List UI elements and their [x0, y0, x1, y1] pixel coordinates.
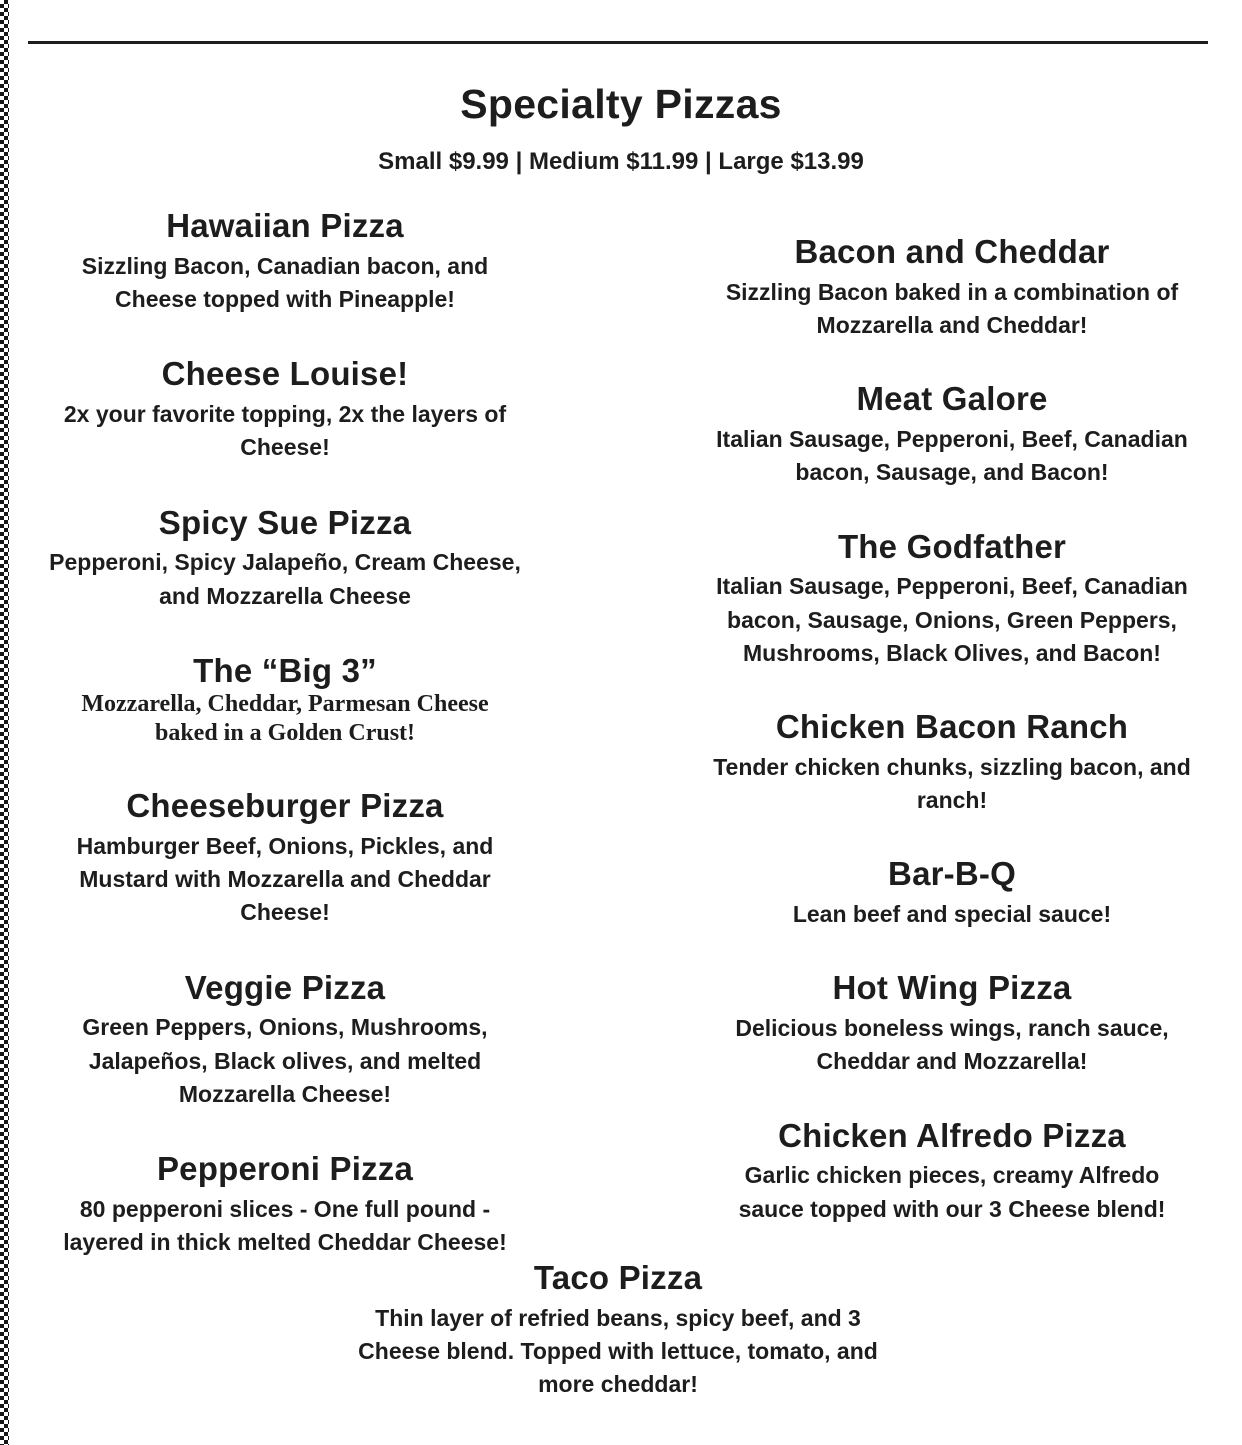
menu-item-chicken-bacon-ranch — [697, 707, 1207, 817]
menu-item-description: Pepperoni, Spicy Jalapeño, Cream Cheese, and Mozzarella Cheese — [49, 549, 521, 609]
menu-item-name: The “Big 3” — [193, 651, 377, 689]
menu-item-cheeseburger-pizza — [45, 786, 525, 930]
menu-item-description: 2x your favorite topping, 2x the layers of Cheese! — [63, 400, 507, 461]
menu-item-hot-wing-pizza — [697, 968, 1207, 1078]
menu-item-description: Garlic chicken pieces, creamy Alfredo sauce topped with our 3 Cheese blend! — [738, 1162, 1166, 1222]
menu-item-name: Hawaiian Pizza — [166, 207, 404, 244]
menu-item-the-godfather — [697, 527, 1207, 671]
right-column — [697, 232, 1207, 1226]
menu-item-description: Delicious boneless wings, ranch sauce, Cheddar and Mozzarella! — [735, 1015, 1169, 1075]
menu-item-name: Bar-B-Q — [888, 855, 1016, 893]
menu-item-bar-b-q — [697, 854, 1207, 931]
menu-item-description: Thin layer of refried beans, spicy beef, and 3 Cheese blend. Topped with lettuce, tomato, and more cheddar! — [358, 1304, 878, 1398]
size-price-line: Small $9.99 | Medium $11.99 | Large $13.99 — [378, 148, 864, 175]
menu-item-name: Taco Pizza — [533, 1259, 703, 1296]
menu-item-bacon-and-cheddar — [697, 232, 1207, 342]
menu-item-veggie-pizza — [45, 968, 525, 1112]
menu-item-name: Cheese Louise! — [161, 355, 409, 393]
menu-item-description: Sizzling Bacon baked in a combination of Mozzarella and Cheddar! — [725, 278, 1179, 338]
menu-item-meat-galore — [697, 379, 1207, 489]
menu-item-chicken-alfredo-pizza — [697, 1116, 1207, 1226]
menu-item-hawaiian-pizza — [45, 206, 525, 316]
menu-item-name: Pepperoni Pizza — [156, 1150, 414, 1188]
menu-item-description: Hamburger Beef, Onions, Pickles, and Mustard with Mozzarella and Cheddar Cheese! — [76, 832, 494, 926]
menu-item-name: Hot Wing Pizza — [832, 969, 1072, 1007]
menu-item-description: Italian Sausage, Pepperoni, Beef, Canadian bacon, Sausage, Onions, Green Peppers, Mushrooms, Black Olives, and Bacon! — [716, 573, 1188, 666]
left-column — [45, 206, 525, 1260]
menu-item-pepperoni-pizza — [45, 1149, 525, 1259]
menu-item-name: The Godfather — [837, 527, 1067, 565]
menu-item-description: Lean beef and special sauce! — [792, 901, 1112, 928]
menu-item-the-big-3 — [45, 651, 525, 748]
perforated-edge — [0, 0, 9, 1445]
menu-item-taco-pizza — [338, 1258, 898, 1402]
menu-item-name: Bacon and Cheddar — [794, 233, 1110, 270]
page-title: Specialty Pizzas — [460, 81, 782, 127]
menu-item-name: Cheeseburger Pizza — [126, 787, 444, 825]
menu-item-name: Veggie Pizza — [184, 968, 386, 1006]
menu-item-description: 80 pepperoni slices - One full pound - layered in thick melted Cheddar Cheese! — [63, 1195, 507, 1256]
menu-item-name: Meat Galore — [856, 380, 1048, 418]
menu-item-description: Mozzarella, Cheddar, Parmesan Cheese baked in a Golden Crust! — [81, 691, 489, 747]
menu-item-description: Italian Sausage, Pepperoni, Beef, Canadian bacon, Sausage, and Bacon! — [716, 425, 1188, 486]
header-divider-line — [28, 41, 1208, 44]
menu-item-name: Chicken Alfredo Pizza — [778, 1116, 1126, 1154]
menu-item-description: Sizzling Bacon, Canadian bacon, and Cheese topped with Pineapple! — [81, 252, 489, 312]
menu-item-description: Tender chicken chunks, sizzling bacon, and ranch! — [713, 753, 1191, 814]
menu-item-description: Green Peppers, Onions, Mushrooms, Jalapeños, Black olives, and melted Mozzarella Cheese! — [82, 1014, 488, 1107]
menu-item-spicy-sue-pizza — [45, 503, 525, 613]
menu-item-cheese-louise — [45, 354, 525, 464]
menu-item-name: Spicy Sue Pizza — [158, 503, 412, 541]
menu-item-name: Chicken Bacon Ranch — [775, 708, 1129, 746]
